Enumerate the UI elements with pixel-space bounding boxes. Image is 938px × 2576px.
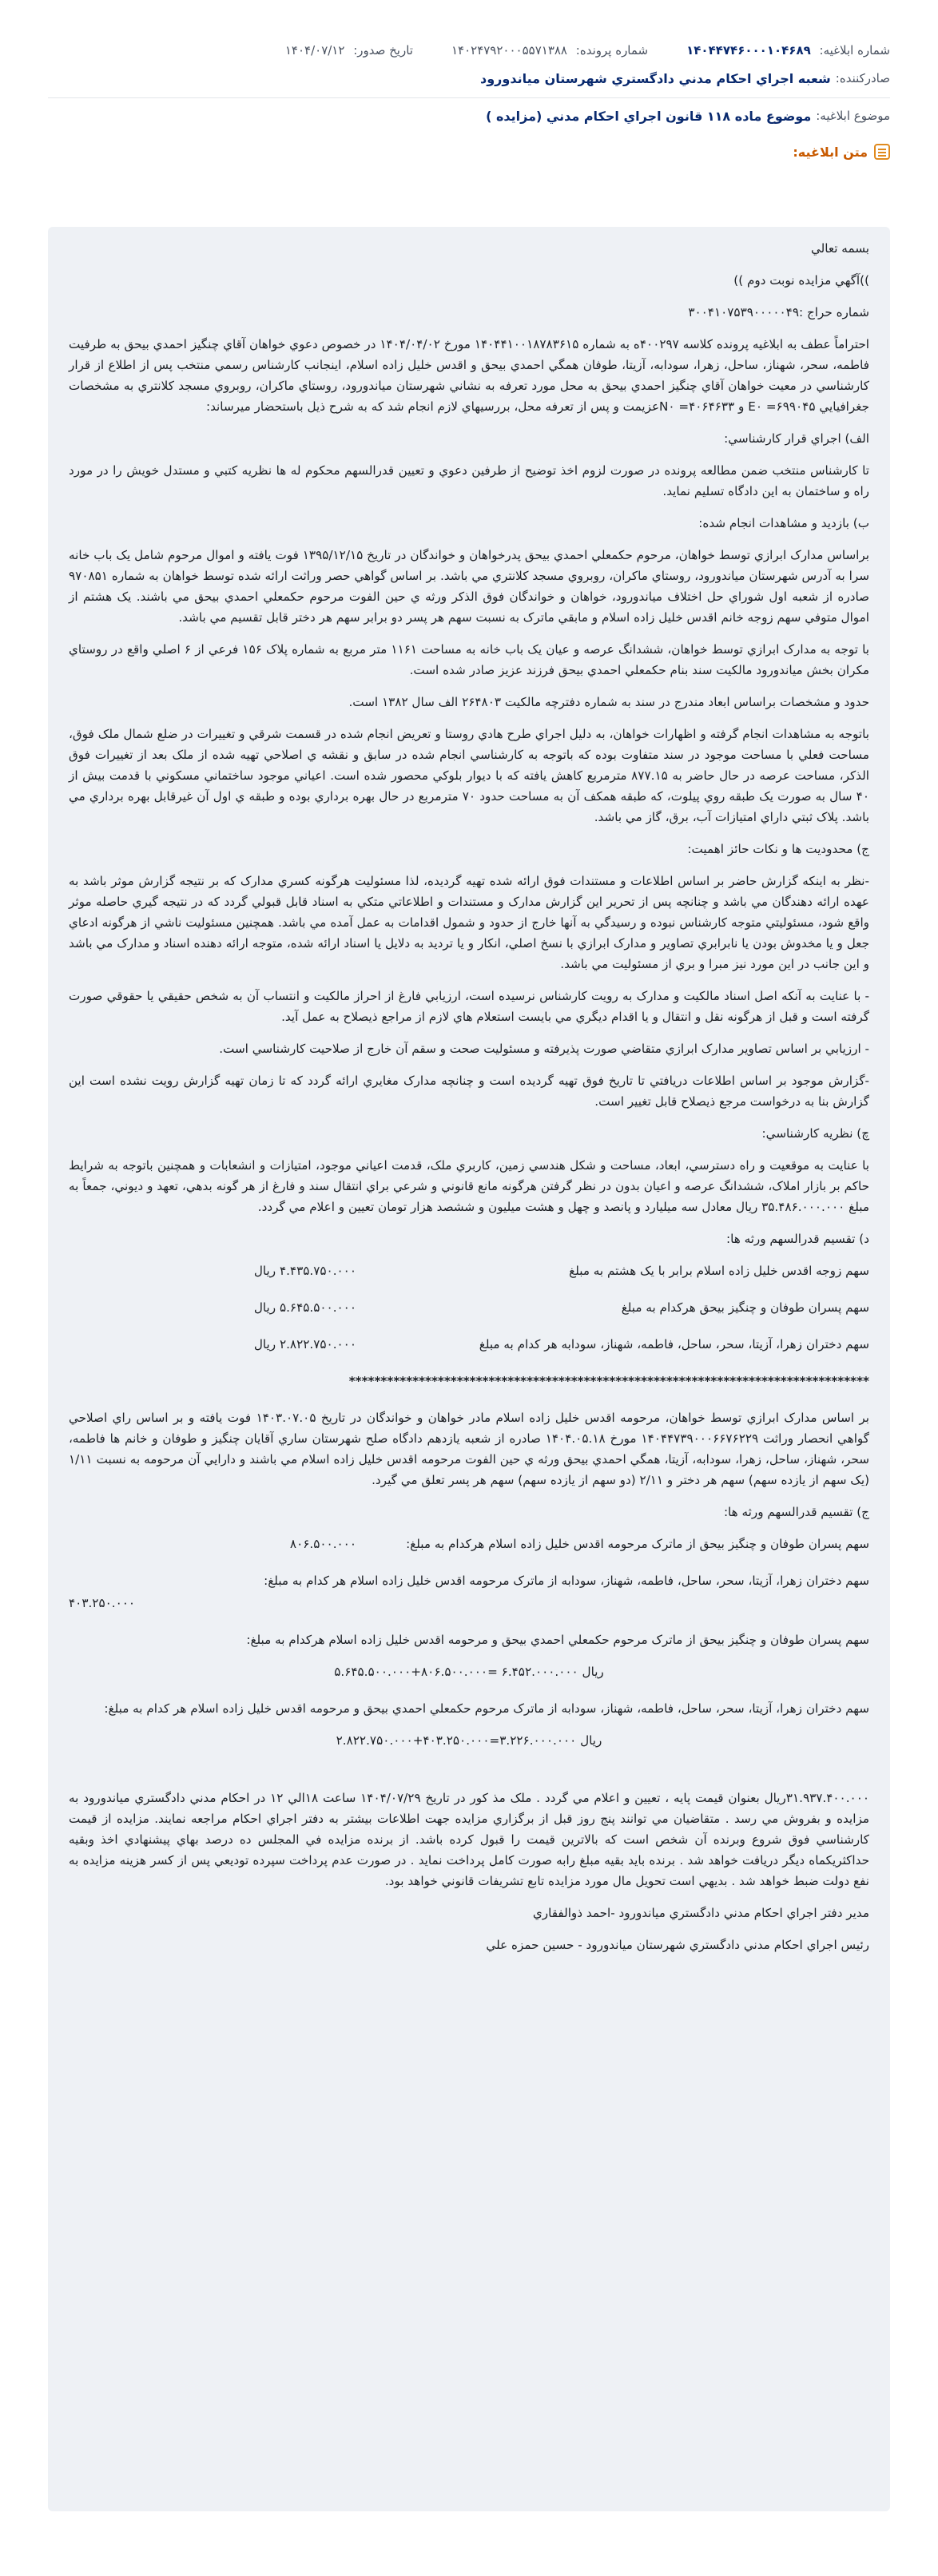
share-label: سهم پسران طوفان و چنگيز بيحق از ماترک مرحومه اقدس خليل زاده اسلام هرکدام به مبلغ:	[406, 1537, 869, 1551]
body-paragraph: سهم پسران طوفان و چنگيز بيحق از ماترک مرحوم حکمعلي احمدي بيحق و مرحومه اقدس خليل زاده اسلام هرکدام به مبلغ:	[246, 1633, 869, 1647]
body-paragraph: ))آگهي مزايده نوبت دوم ))	[733, 273, 869, 288]
share-row	[69, 1334, 869, 1355]
body-paragraph: ۳۱.۹۳۷.۴۰۰.۰۰۰ريال بعنوان قيمت پايه ، تعيين و اعلام مي گردد . ملک مذ کور در تاريخ ۱۴۰۴/۰۷/۲۹ ساعت ۱۸الي ۱۲ در احکام مدني دادگستري مياندورود به مزايده و بفروش مي رسد . متقاضيان مي توانند پنج روز قبل از برگزاري مزايده جهت اطلاعات بيشتر به دفتر اجراي احکام مراجعه نمايند. مزايده از قيمت کارشناسي فوق شروع وبرنده آن شخص است که بالاترين قيمت را قبول کرده باشد. از برنده مزايده في المجلس ده درصد بهاي پيشنهادي اخذ وبقيه حداکثريکماه ديگر دريافت خواهد شد . برنده بايد بقيه مبلغ رابه صورت کامل پرداخت نمايد . در صورت عدم پرداخت سپرده توديعي پس از کسر هزينه مزايده به نفع دولت ضبط خواهد شد . بديهي است تحويل مال مورد مزايده تابع تشريفات قانوني خواهد بود.	[69, 1791, 870, 1888]
body-paragraph: بر اساس مدارک ابرازي توسط خواهان، مرحومه اقدس خليل زاده اسلام مادر خواهان و خواندگان در تاريخ ۱۴۰۳.۰۷.۰۵ فوت يافته و بر اساس راي اصلاحي گواهي انحصار وراثت ۱۴۰۴۴۷۳۹۰۰۰۶۶۷۶۲۲۹ مورخ ۱۴۰۴.۰۵.۱۸ صادره از شعبه يازدهم دادگاه صلح شهرستان ساري آقايان چنگيز و طوفان و خانم ها فاطمه، سحر، شهناز، ساحل، زهرا، سودابه، آزيتا، همگي احمدي بيحق ورثه ي حين الفوت مرحومه اقدس خليل زاده اسلام مي باشند و دارايي آن مرحومه به نسبت ۱/۱۱ (يک سهم از يازده سهم) سهم هر دختر و ۲/۱۱ (دو سهم از يازده سهم) سهم هر پسر تعلق مي گيرد.	[69, 1411, 869, 1487]
share-row	[69, 1297, 869, 1318]
body-paragraph: چ) نظريه کارشناسي:	[761, 1126, 869, 1141]
share-row	[69, 1260, 869, 1281]
body-paragraph: سهم دختران زهرا، آزيتا، سحر، ساحل، فاطمه، شهناز، سودابه از ماترک مرحوم حکمعلي احمدي بيحق و مرحومه اقدس خليل زاده اسلام هر کدام به مبلغ:	[104, 1701, 869, 1716]
body-paragraph: بسمه تعالي	[811, 241, 869, 256]
notice-body	[48, 227, 890, 2511]
subject-label: موضوع ابلاغیه:	[816, 109, 890, 123]
share-amount: ۲.۸۲۲.۷۵۰.۰۰۰ ريال	[253, 1337, 356, 1352]
stars-divider: **********************************************************************************	[348, 1374, 869, 1388]
share-label: سهم دختران زهرا، آزيتا، سحر، ساحل، فاطمه، شهناز، سودابه هر کدام به مبلغ	[479, 1337, 869, 1352]
share-amount: ۸۰۶.۵۰۰.۰۰۰	[289, 1537, 356, 1551]
notice-number-value: ۱۴۰۴۴۷۴۶۰۰۰۱۰۴۶۸۹	[686, 43, 811, 58]
subject-row	[0, 98, 938, 133]
share-amount: ريال ۳.۲۲۶.۰۰۰.۰۰۰=۴۰۳.۲۵۰.۰۰۰+۲.۸۲۲.۷۵۰.۰۰۰	[336, 1733, 602, 1748]
notice-text-title	[0, 133, 938, 170]
body-paragraph: ج) تقسيم قدرالسهم ورثه ها:	[723, 1505, 869, 1519]
body-paragraph: ج) محدوديت ها و نکات حائز اهميت:	[687, 842, 869, 856]
case-number	[451, 43, 648, 58]
notice-meta-row	[0, 37, 938, 64]
body-paragraph: -نظر به اينکه گزارش حاضر بر اساس اطلاعات و مستندات فوق ارائه شده تهيه گرديده، لذا مسئوليت هرگونه کسري مدارک که بر نتيجه گزارش موثر باشد به عهده ارائه دهندگان مي باشد و چنانچه پس از تحرير اين گزارش مدارک و مستندات و اطلاعاتي متکي به اسناد قابل قبولي گردد که در نتيجه گيري حاصله موثر واقع شود، مسئوليتي متوجه کارشناس نبوده و رسيدگي به آنها خارج از حدود و شمول اقدامات به عمل آمده مي باشد. همچنين مسئوليت ناشي از هرگونه ادعاي جعل و يا مخدوش بودن يا نابرابري تصاوير و مدارک ابرازي با نسخ اصلي، انکار و يا ترديد به دلايل يا اسناد ارائه شده، متوجه ارائه دهنده اسناد و مدارک مي باشد و اين جانب در اين مورد نيز مبرا و بري از مسئوليت مي باشد.	[69, 874, 869, 971]
body-paragraph: الف) اجراي قرار کارشناسي:	[724, 431, 869, 446]
signature-line: مدير دفتر اجراي احکام مدني دادگستري مياندورود -احمد ذوالفقاري	[532, 1906, 869, 1920]
notice-text-title-label: متن ابلاغیه:	[793, 144, 868, 160]
body-paragraph: با توجه به مدارک ابرازي توسط خواهان، ششدانگ عرصه و عيان يک باب خانه به مساحت ۱۱۶۱ متر مربع به شماره پلاک ۱۵۶ فرعي از ۶ اصلي واقع در روستاي مکران بخش مياندورود مالکيت سند بنام حکمعلي احمدي بيحق فرزند عزيز صادر شده است.	[69, 642, 869, 677]
document-icon	[874, 144, 890, 160]
share-label: سهم زوجه اقدس خليل زاده اسلام برابر با يک هشتم به مبلغ	[569, 1264, 869, 1278]
body-paragraph: - ارزيابي بر اساس تصاوير مدارک ابرازي متقاضي صورت پذيرفته و مسئوليت صحت و سقم آن خارج از صلاحيت کارشناسي است.	[219, 1042, 869, 1056]
body-paragraph: سهم دختران زهرا، آزيتا، سحر، ساحل، فاطمه، شهناز، سودابه از ماترک مرحومه اقدس خليل زاده اسلام هر کدام به مبلغ:	[264, 1574, 869, 1588]
issue-date-label: تاریخ صدور:	[353, 43, 413, 58]
signature-line: رئيس اجراي احکام مدني دادگستري شهرستان مياندورود - حسين حمزه علي	[486, 1938, 869, 1952]
issuer-value: شعبه اجراي احکام مدني دادگستري شهرستان مياندورود	[480, 70, 831, 86]
issue-date	[285, 43, 413, 58]
subject-value: موضوع ماده ۱۱۸ قانون اجراي احکام مدني (مزايده )	[486, 108, 812, 124]
body-paragraph: ب) بازديد و مشاهدات انجام شده:	[698, 516, 869, 530]
body-paragraph: تا کارشناس منتخب ضمن مطالعه پرونده در صورت لزوم اخذ توضيح از طرفين دعوي و تعيين قدرالسهم محکوم له ها نظريه کتبي و مستدل خويش را در مورد راه و ساختمان به اين دادگاه تسليم نمايد.	[69, 463, 869, 498]
notice-number-label: شماره ابلاغیه:	[819, 43, 890, 58]
body-paragraph: د) تقسيم قدرالسهم ورثه ها:	[725, 1232, 869, 1246]
notice-number	[686, 43, 890, 58]
body-paragraph: - با عنايت به آنکه اصل اسناد مالکيت و مدارک به رويت کارشناس نرسيده است، ارزيابي فارغ از احراز مالکيت و انتساب آن به شخص حقيقي يا حقوقي صورت گرفته است و قبل از هرگونه نقل و انتقال و يا اقدام ديگري مي بايست استعلام هاي لازم از مراجع ذيصلاح به عمل آيد.	[69, 989, 869, 1024]
body-paragraph: حدود و مشخصات براساس ابعاد مندرج در سند به شماره دفترچه مالکيت ۲۶۴۸۰۳ الف سال ۱۳۸۲ است.	[348, 695, 869, 709]
share-amount: ۴.۴۳۵.۷۵۰.۰۰۰ ريال	[253, 1264, 356, 1278]
body-paragraph: احتراماً عطف به ابلاغيه پرونده کلاسه ۴۰۰۲۹۷ه به شماره ۱۴۰۴۴۱۰۰۱۸۷۸۳۶۱۵ مورخ ۱۴۰۴/۰۴/۰۲ در خصوص دعوي خواهان آقاي چنگيز احمدي بيحق به طرفيت فاطمه، سحر، شهناز، ساحل، زهرا، سودابه، آزيتا، طوفان همگي احمدي بيحق و اقدس خليل زاده اسلام، اينجانب کارشناس رسمي منتخب پس از اطلاع از قرار کارشناسي در معيت خواهان آقاي چنگيز احمدي بيحق به محل مورد تعرفه به نشاني شهرستان مياندورود، روستاي ماکران، روبروي مسجد کلانتري به مشخصات جغرافيايي E۰ =۶۹۹۰۴۵ و N۰ =۴۰۶۴۶۳۳عزيمت و پس از تعرفه محل، بررسيهاي لازم انجام شد که به شرح ذيل باستحضار ميرساند:	[69, 337, 869, 414]
issuer-label: صادرکننده:	[835, 71, 890, 85]
share-label: سهم پسران طوفان و چنگيز بيحق هرکدام به مبلغ	[621, 1300, 869, 1315]
issue-date-value: ۱۴۰۴/۰۷/۱۲	[284, 43, 345, 58]
body-paragraph: با عنايت به موقعيت و راه دسترسي، ابعاد، مساحت و شکل هندسي زمين، کاربري ملک، قدمت اعياني موجود، امتيازات و انشعابات و همچنين باتوجه به شرايط حاکم بر بازار املاک، ششدانگ عرصه و اعيان بدون در نظر گرفتن هرگونه مانع قانوني و شرعي براي انتقال سند و فارغ از هر گونه بدهي، تعهد و ديوني، جمعاً به مبلغ ۳۵.۴۸۶.۰۰۰.۰۰۰ ريال معادل سه ميليارد و پانصد و چهل و هشت ميليون و ششصد هزار تومان تعيين و اعلام مي گردد.	[69, 1158, 869, 1214]
issuer-row	[0, 64, 938, 93]
share-amount: ريال ۶.۴۵۲.۰۰۰.۰۰۰ =۸۰۶.۵۰۰.۰۰۰+۵.۶۴۵.۵۰۰.۰۰۰	[334, 1665, 604, 1679]
body-paragraph: -گزارش موجود بر اساس اطلاعات دريافتي تا تاريخ فوق تهيه گرديده است و چنانچه مدارک مغايري ارائه گردد که تا زمان تهيه گزارش رويت نشده است اين گزارش بنا به درخواست مرجع ذيصلاح قابل تغيير است.	[69, 1074, 869, 1109]
share-amount: ۴۰۳.۲۵۰.۰۰۰	[69, 1596, 136, 1610]
body-paragraph: شماره حراج :۳۰۰۴۱۰۷۵۳۹۰۰۰۰۰۴۹	[688, 305, 869, 320]
case-number-value: ۱۴۰۲۴۷۹۲۰۰۰۵۵۷۱۳۸۸	[451, 43, 567, 58]
body-paragraph: براساس مدارک ابرازي توسط خواهان، مرحوم حکمعلي احمدي بيحق پدرخواهان و خواندگان در تاريخ ۱۳۹۵/۱۲/۱۵ فوت يافته و اموال مرحوم شامل يک باب خانه سرا به آدرس شهرستان مياندورود، روستاي ماکران، روبروي مسجد کلانتري مي باشد. بر اساس گواهي حصر وراثت ارائه شده توسط خواهان به شماره ۹۷۰۸۵۱ صادره از شعبه اول شوراي حل اختلاف مياندورود، خواهان و خواندگان فوق الذکر ورثه ي حين الفوت مرحوم حکمعلي احمدي بيحق مي باشند. يک هشتم از اموال متوفي سهم زوجه خانم اقدس خليل زاده اسلام و مابقي ماترک به نسبت سهم هر پسر دو برابر سهم هر دختر قابل تقسيم مي باشد.	[69, 548, 870, 625]
share-row	[69, 1534, 869, 1554]
notice-page	[0, 37, 938, 2576]
body-paragraph: باتوجه به مشاهدات انجام گرفته و اظهارات خواهان، به دليل اجراي طرح هادي روستا و تعريض انجام شده در قسمت شرقي و تغييرات در ضلع شمال ملک فوق، مساحت فعلي با مساحت موجود در سند متفاوت بوده که باتوجه به کارشناسي انجام شده در سابق و نقشه ي اصلاحي تهيه شده از ملک بعد از تغييرات فوق الذکر، مساحت عرصه در حال حاضر به ۸۷۷.۱۵ مترمربع کاهش يافته که با ديوار بلوکي محصور شده است. اعياني موجود ساختماني مسکوني با قدمت بيش از ۴۰ سال به صورت يک طبقه روي پيلوت، که طبقه همکف آن به مساحت حدود ۷۰ مترمربع در حال بهره برداري بوده و طبقه ي اول آن غيرقابل بهره برداري مي باشد. پلاک ثبتي داراي امتيازات آب، برق، گاز مي باشد.	[69, 727, 869, 824]
share-amount: ۵.۶۴۵.۵۰۰.۰۰۰ ريال	[253, 1300, 356, 1315]
case-number-label: شماره پرونده:	[575, 43, 649, 58]
